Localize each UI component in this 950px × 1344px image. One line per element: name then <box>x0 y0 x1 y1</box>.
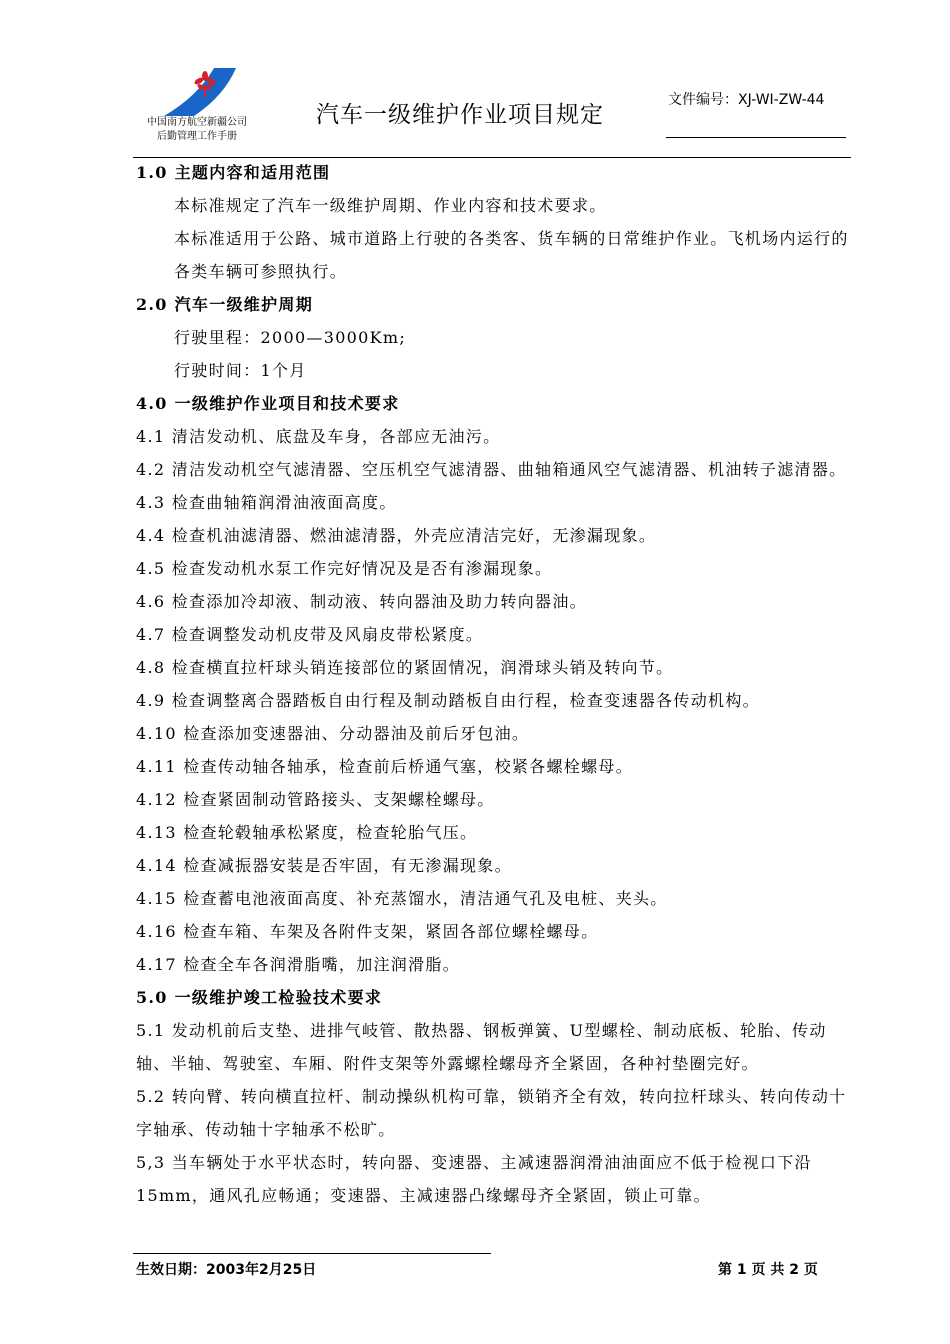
paragraph: 4.3 检查曲轴箱润滑油液面高度。 <box>136 493 397 512</box>
paragraph: 5,3 当车辆处于水平状态时，转向器、变速器、主减速器润滑油油面应不低于检视口下沿15mm，通风孔应畅通；变速器、主减速器凸缘螺母齐全紧固，锁止可靠。 <box>136 1153 812 1205</box>
paragraph: 4.9 检查调整离合器踏板自由行程及制动踏板自由行程，检查变速器各传动机构。 <box>136 691 760 710</box>
document-number: 文件编号：XJ-WI-ZW-44 <box>668 92 825 108</box>
section-heading: 1.0 主题内容和适用范围 <box>136 163 331 182</box>
paragraph: 4.16 检查车箱、车架及各附件支架，紧固各部位螺栓螺母。 <box>136 922 599 941</box>
paragraph: 4.10 检查添加变速器油、分动器油及前后牙包油。 <box>136 724 530 743</box>
paragraph: 4.7 检查调整发动机皮带及风扇皮带松紧度。 <box>136 625 484 644</box>
effective-date: 生效日期：2003年2月25日 <box>136 1262 317 1278</box>
paragraph: 4.1 清洁发动机、底盘及车身，各部应无油污。 <box>136 427 501 446</box>
footer-divider <box>133 1253 491 1254</box>
paragraph: 本标准规定了汽车一级维护周期、作业内容和技术要求。 <box>174 196 607 215</box>
paragraph: 4.8 检查横直拉杆球头销连接部位的紧固情况，润滑球头销及转向节。 <box>136 658 674 677</box>
paragraph: 4.11 检查传动轴各轴承，检查前后桥通气塞，校紧各螺栓螺母。 <box>136 757 634 776</box>
document-body <box>136 156 852 1212</box>
paragraph: 行驶时间：1个月 <box>174 361 307 380</box>
paragraph: 4.17 检查全车各润滑脂嘴，加注润滑脂。 <box>136 955 461 974</box>
paragraph: 本标准适用于公路、城市道路上行驶的各类客、货车辆的日常维护作业。飞机场内运行的各类车辆可参照执行。 <box>174 229 849 281</box>
document-title: 汽车一级维护作业项目规定 <box>316 102 604 128</box>
company-logo <box>164 68 236 118</box>
page-number: 第 1 页 共 2 页 <box>718 1262 818 1278</box>
paragraph: 4.13 检查轮毂轴承松紧度，检查轮胎气压。 <box>136 823 478 842</box>
paragraph: 4.4 检查机油滤清器、燃油滤清器，外壳应清洁完好，无渗漏现象。 <box>136 526 657 545</box>
paragraph: 4.6 检查添加冷却液、制动液、转向器油及助力转向器油。 <box>136 592 587 611</box>
section-heading: 4.0 一级维护作业项目和技术要求 <box>136 394 400 413</box>
company-line-1: 中国南方航空新疆公司 <box>147 117 247 128</box>
paragraph: 4.12 检查紧固制动管路接头、支架螺栓螺母。 <box>136 790 495 809</box>
section-heading: 5.0 一级维护竣工检验技术要求 <box>136 988 383 1007</box>
paragraph: 4.2 清洁发动机空气滤清器、空压机空气滤清器、曲轴箱通风空气滤清器、机油转子滤清器。 <box>136 460 847 479</box>
paragraph: 4.14 检查减振器安装是否牢固，有无渗漏现象。 <box>136 856 512 875</box>
paragraph: 4.15 检查蓄电池液面高度、补充蒸馏水，清洁通气孔及电桩、夹头。 <box>136 889 668 908</box>
paragraph: 5.1 发动机前后支垫、进排气岐管、散热器、钢板弹簧、U型螺栓、制动底板、轮胎、传动轴、半轴、驾驶室、车厢、附件支架等外露螺栓螺母齐全紧固，各种衬垫圈完好。 <box>136 1021 827 1073</box>
paragraph: 5.2 转向臂、转向横直拉杆、制动操纵机构可靠，锁销齐全有效，转向拉杆球头、转向传动十字轴承、传动轴十字轴承不松旷。 <box>136 1087 847 1139</box>
section-heading: 2.0 汽车一级维护周期 <box>136 295 314 314</box>
company-line-2: 后勤管理工作手册 <box>157 131 237 142</box>
doc-number-underline <box>666 137 846 138</box>
paragraph: 4.5 检查发动机水泵工作完好情况及是否有渗漏现象。 <box>136 559 553 578</box>
company-name <box>132 116 262 144</box>
paragraph: 行驶里程：2000—3000Km; <box>174 328 407 347</box>
